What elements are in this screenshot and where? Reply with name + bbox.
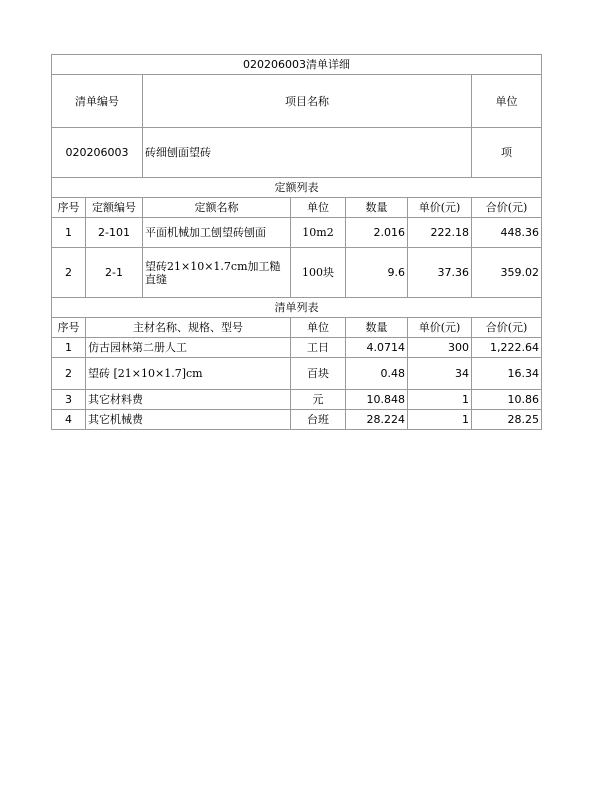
quota-unit-price: 222.18 [408,218,472,248]
material-seq-header: 序号 [52,318,86,338]
material-section-row [52,298,542,318]
quota-qty: 9.6 [346,248,408,298]
material-unit-header: 单位 [291,318,346,338]
material-unit-price: 1 [408,410,472,430]
quota-code-header: 定额编号 [86,198,143,218]
quota-unit: 10m2 [291,218,346,248]
quota-seq-header: 序号 [52,198,86,218]
material-row [52,410,542,430]
quota-seq: 2 [52,248,86,298]
bill-name-header: 项目名称 [143,75,472,128]
quota-seq: 1 [52,218,86,248]
bill-code-header: 清单编号 [52,75,143,128]
material-total-header: 合价(元) [472,318,542,338]
material-total: 16.34 [472,358,542,390]
quota-row [52,248,542,298]
material-unit-price-header: 单价(元) [408,318,472,338]
quota-qty-header: 数量 [346,198,408,218]
material-total: 1,222.64 [472,338,542,358]
quota-unit: 100块 [291,248,346,298]
material-row [52,358,542,390]
quota-name: 平面机械加工刨望砖刨面 [143,218,291,248]
quota-unit-price: 37.36 [408,248,472,298]
bill-header-row [52,75,542,128]
material-row [52,338,542,358]
quota-row [52,218,542,248]
quota-section-row [52,178,542,198]
quota-name: 望砖21×10×1.7cm加工糙直缝 [143,248,291,298]
bill-unit-header: 单位 [472,75,542,128]
quota-section-title: 定额列表 [52,178,542,198]
material-seq: 3 [52,390,86,410]
material-unit: 工日 [291,338,346,358]
bill-name: 砖细刨面望砖 [143,128,472,178]
material-seq: 1 [52,338,86,358]
title-row [52,55,542,75]
quota-header-row [52,198,542,218]
quota-total: 448.36 [472,218,542,248]
bill-code: 020206003 [52,128,143,178]
material-qty-header: 数量 [346,318,408,338]
material-name: 其它机械费 [86,410,291,430]
quota-name-header: 定额名称 [143,198,291,218]
material-total: 28.25 [472,410,542,430]
material-name-header: 主材名称、规格、型号 [86,318,291,338]
material-unit: 百块 [291,358,346,390]
quota-code: 2-101 [86,218,143,248]
material-seq: 4 [52,410,86,430]
material-qty: 10.848 [346,390,408,410]
material-unit-price: 34 [408,358,472,390]
material-unit-price: 300 [408,338,472,358]
quota-total-header: 合价(元) [472,198,542,218]
material-name: 仿古园林第二册人工 [86,338,291,358]
bill-item-row [52,128,542,178]
material-seq: 2 [52,358,86,390]
quota-total: 359.02 [472,248,542,298]
material-unit-price: 1 [408,390,472,410]
material-qty: 0.48 [346,358,408,390]
quota-unit-header: 单位 [291,198,346,218]
material-name: 望砖 [21×10×1.7]cm [86,358,291,390]
quota-code: 2-1 [86,248,143,298]
material-row [52,390,542,410]
material-total: 10.86 [472,390,542,410]
material-name: 其它材料费 [86,390,291,410]
material-section-title: 清单列表 [52,298,542,318]
bill-detail-table [51,54,542,430]
quota-qty: 2.016 [346,218,408,248]
material-unit: 元 [291,390,346,410]
material-header-row [52,318,542,338]
quota-unit-price-header: 单价(元) [408,198,472,218]
bill-unit: 项 [472,128,542,178]
material-qty: 4.0714 [346,338,408,358]
material-unit: 台班 [291,410,346,430]
sheet-title: 020206003清单详细 [52,55,542,75]
material-qty: 28.224 [346,410,408,430]
